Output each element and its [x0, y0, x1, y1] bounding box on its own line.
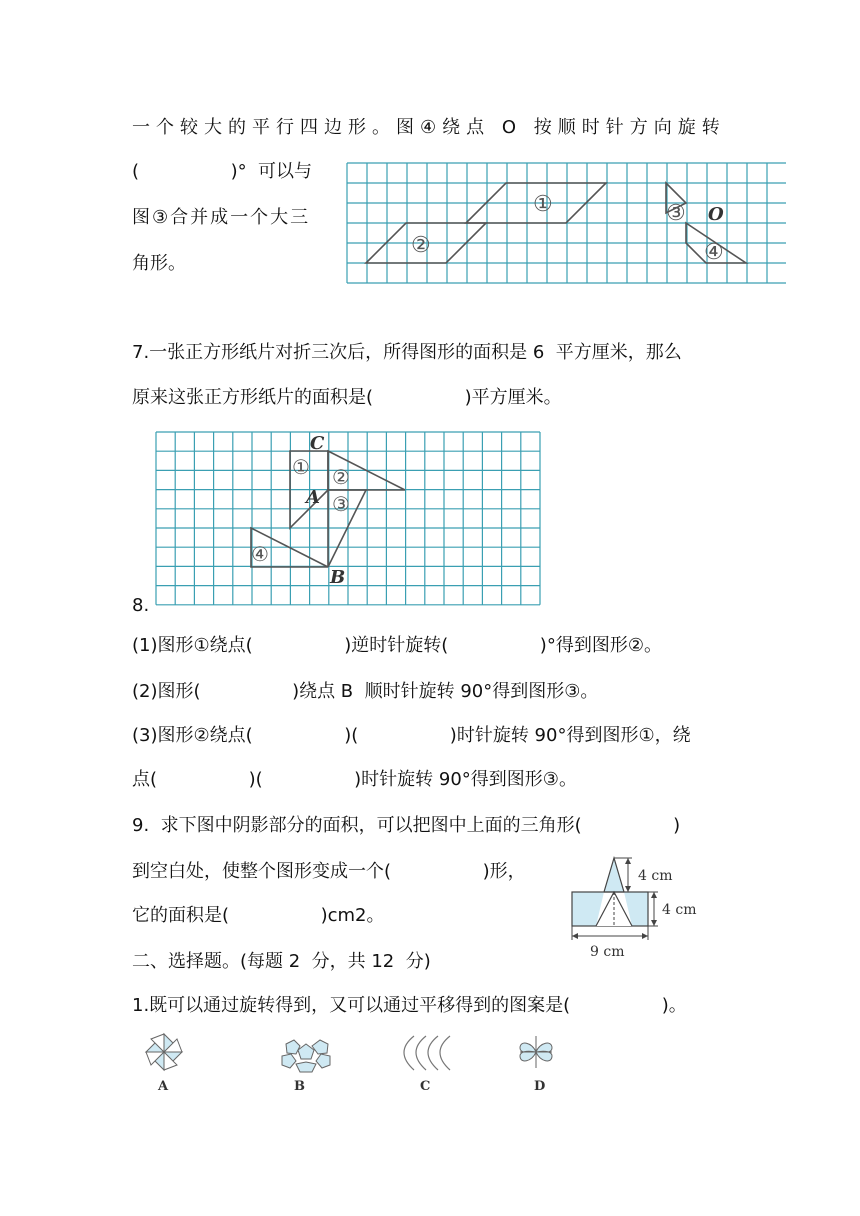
q8-label-b: B [330, 567, 346, 588]
q9-label-bottom: 9 cm [590, 944, 625, 960]
q8-grid-figure [154, 430, 542, 608]
q6-label-2: ② [411, 233, 431, 258]
q6-line1: 一个较大的平行四边形。图④绕点 O 按顺时针方向旋转 [132, 117, 726, 138]
q9-top-triangle [604, 858, 624, 892]
option-a-pinwheel-icon[interactable] [146, 1034, 182, 1070]
q6-label-3: ③ [666, 201, 686, 226]
q7-line2: 原来这张正方形纸片的面积是( )平方厘米。 [132, 387, 562, 408]
q9-label-right: 4 cm [662, 902, 697, 918]
option-d-hearts-icon[interactable] [520, 1036, 552, 1068]
q6-label-1: ① [533, 192, 553, 217]
q9-line1: 9. 求下图中阴影部分的面积，可以把图中上面的三角形( ) [132, 815, 681, 836]
option-d-label: D [534, 1079, 546, 1094]
q6-line3: 图③合并成一个大三 [132, 207, 311, 228]
q8-label-a: A [306, 487, 320, 508]
q7-line1: 7.一张正方形纸片对折三次后，所得图形的面积是 6 平方厘米，那么 [132, 342, 682, 363]
q6-line2: ( )° 可以与 [132, 161, 313, 182]
q9-line3: 它的面积是( )cm2。 [132, 905, 385, 926]
q8-label-2: ② [332, 465, 350, 489]
option-b-label: B [294, 1079, 305, 1094]
section2-heading: 二、选择题。(每题 2 分，共 12 分) [132, 951, 431, 972]
mc1-options [136, 1032, 576, 1096]
q6-label-4: ④ [704, 240, 724, 265]
q9-line2: 到空白处，使整个图形变成一个( )形， [132, 861, 526, 882]
q8-label-4: ④ [251, 542, 269, 566]
q6-label-o: O [708, 204, 724, 225]
option-a-label: A [158, 1079, 169, 1094]
q9-label-top: 4 cm [638, 868, 673, 884]
q8-sub3a: (3)图形②绕点( )( )时针旋转 90°得到图形①，绕 [132, 725, 691, 746]
q8-number: 8. [132, 595, 150, 616]
q6-grid-figure [346, 162, 786, 284]
q8-sub1: (1)图形①绕点( )逆时针旋转( )°得到图形②。 [132, 635, 662, 656]
q9-figure [566, 852, 716, 962]
q8-sub2: (2)图形( )绕点 B 顺时针旋转 90°得到图形③。 [132, 681, 599, 702]
q8-sub3b: 点( )( )时针旋转 90°得到图形③。 [132, 769, 577, 790]
option-c-label: C [420, 1079, 431, 1094]
q8-label-1: ① [292, 455, 310, 479]
q6-line4: 角形。 [132, 253, 186, 274]
q8-grid [156, 432, 540, 605]
option-b-pentagon-flower-icon[interactable] [282, 1040, 330, 1072]
q8-label-3: ③ [332, 492, 350, 516]
q8-label-c: C [310, 433, 325, 454]
option-c-arcs-icon[interactable] [404, 1036, 450, 1070]
mc1-question: 1.既可以通过旋转得到，又可以通过平移得到的图案是( )。 [132, 995, 687, 1016]
